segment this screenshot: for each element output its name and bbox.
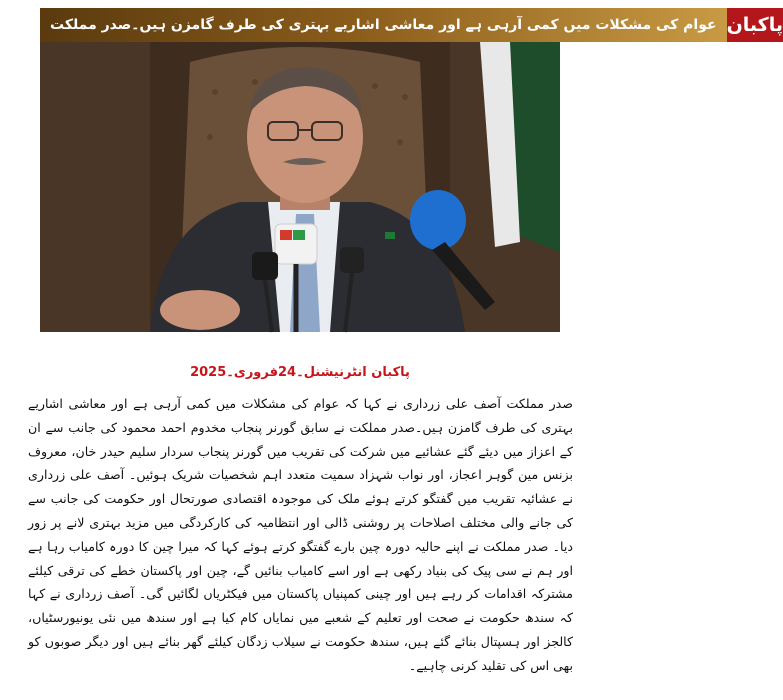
brand-logo-text: پاکبان <box>726 14 783 36</box>
dateline: پاکبان انٹرنیشنل۔24فروری۔2025 <box>190 365 410 380</box>
brand-logo[interactable] <box>727 8 783 42</box>
wood-panel-left <box>40 42 150 332</box>
hand <box>160 290 240 330</box>
mic-blue-icon <box>410 190 466 250</box>
article-header <box>40 8 783 42</box>
article-photo <box>40 42 560 332</box>
headline-text: عوام کی مشکلات میں کمی آرہی ہے اور معاشی اشاریے بہتری کی طرف گامزن ہیں۔صدر مملکت <box>50 17 717 33</box>
mic-dark-icon <box>340 247 364 273</box>
speaker-photo-illustration <box>40 42 560 332</box>
flag-pin-icon <box>385 232 395 239</box>
headline-bar <box>40 8 727 42</box>
article-body: صدر مملکت آصف علی زرداری نے کہا کہ عوام کی مشکلات میں کمی آرہی ہے اور معاشی اشاریے بہتری کی طرف گامزن ہیں۔صدر مملکت نے سابق گورنر پنجاب مخدوم احمد محمود کی جانب سے ان کے اعزاز میں دیئے گئے عشائیے میں شرکت کی تقریب میں گورنر پنجاب سردار سلیم حیدر خان، معروف بزنس مین گوہر اعجاز، اور نواب شہزاد سمیت متعدد اہم شخصیات شریک ہوئیں۔ آصف علی زرداری نے عشائیہ تقریب میں گفتگو کرتے ہوئے ملک کی موجودہ اقتصادی صورتحال اور حکومت کی جانب سے کی جانے والی مختلف اصلاحات پر روشنی ڈالی اور انتظامیہ کی کارکردگی میں مزید بہتری لانے پر زور دیا۔ صدر مملکت نے اپنے حالیہ دورہ چین بارے گفتگو کرتے ہوئے کہا کہ میرا چین کا دورہ کامیاب رہا ہے اور ہم نے سی پیک کی بنیاد رکھی ہے اور اسے کامیاب بنائیں گے، چین اور پاکستان خطے کی ترقی کیلئے مشترکہ اقدامات کر رہے ہیں اور چینی کمپنیاں پاکستان میں فیکٹریاں لگائیں گی۔ آصف زرداری نے کہا کہ سندھ حکومت نے صحت اور تعلیم کے شعبے میں نمایاں کام کیا ہے اور سندھ میں نئی یونیورسٹیاں، کالجز اور ہسپتال بنائے گئے ہیں، سندھ حکومت نے سیلاب زدگان کیلئے گھر بنائے ہیں اور دیگر صوبوں کو بھی اس کی تقلید کرنی چاہیے۔ <box>28 396 573 673</box>
mic-black-icon <box>252 252 278 280</box>
